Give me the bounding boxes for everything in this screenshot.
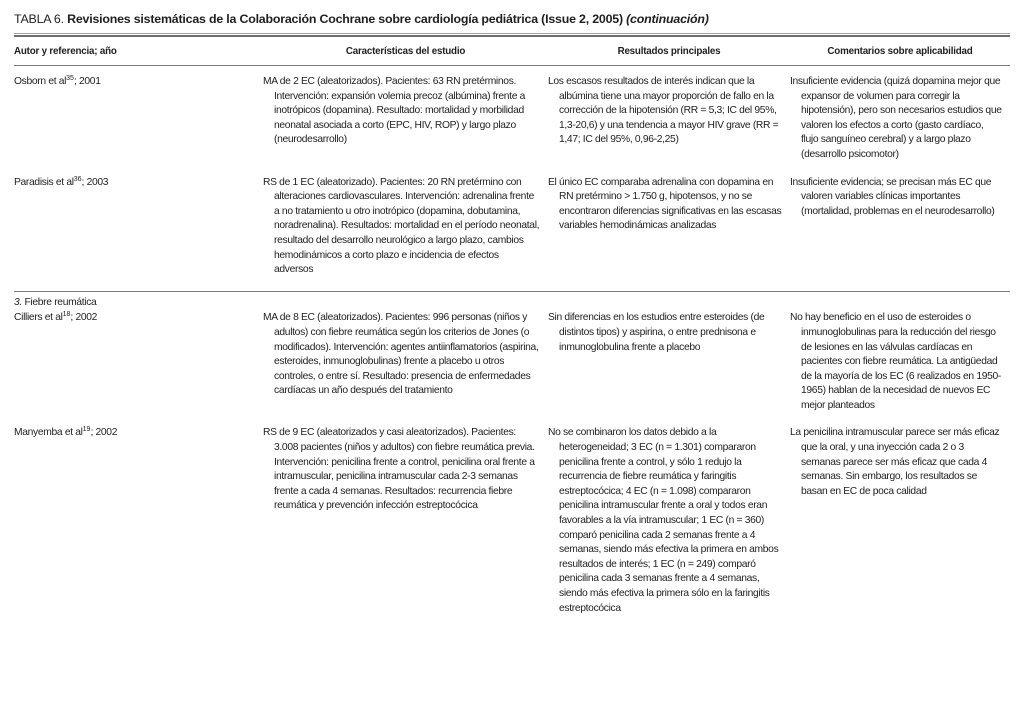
author-name: Cilliers et al (14, 312, 63, 324)
comments-cell (790, 75, 1010, 163)
results-text: No se combinaron los datos debido a la heterogeneidad; 3 EC (n = 1.301) compararon penicilina frente a control, y sólo 1 redujo la recurrencia de fiebre reumática y faringitis estreptocócica; 4 EC (n = 1.098) compararon penicilina intramuscular frente a oral y todos eran favorables a la vía intramuscular; 1 EC (n = 360) comparó penicilina cada 2 semanas frente a 4 semanas, siendo más efectiva la primera en ambos resultados de interés; 1 EC (n = 249) comparó penicilina cada 3 semanas frente a 4 semanas, siendo más efectiva la primera sólo en la faringitis estreptocócica (548, 427, 779, 614)
table-header-row (14, 37, 1010, 65)
table-title (14, 12, 1010, 26)
column-header-comments: Comentarios sobre aplicabilidad (827, 46, 973, 57)
comments-text: Insuficiente evidencia; se precisan más EC que valoren variables clínicas importantes (mortalidad, problemas en el neurodesarrollo) (790, 176, 995, 217)
row-spacer (14, 413, 1010, 426)
table-continuation-note: (continuación) (626, 12, 709, 26)
column-header-characteristics: Características del estudio (345, 46, 466, 57)
characteristics-cell (263, 176, 548, 278)
author-cell (14, 75, 263, 163)
author-year: ; 2003 (81, 176, 109, 188)
section-number: 3. (14, 296, 22, 308)
characteristics-text: MA de 8 EC (aleatorizados). Pacientes: 996 personas (niños y adultos) con fiebre reumática según los criterios de Jones (o modificados). Intervención: agentes antiinflamatorios (aspirina, esteroides, inmunoglobulinas) frente a placebo u otros controles, o entre sí. Resultado: presencia de enfermedades cardíacas un año después del tratamiento (263, 312, 539, 397)
column-header-author: Autor y referencia; año (14, 46, 117, 57)
comments-text: La penicilina intramuscular parece ser más eficaz que la oral, y una inyección cada 2 o 3 semanas parece ser más eficaz que cada 4 semanas. Sin embargo, los resultados se basan en EC de poca calidad (790, 427, 1000, 497)
comments-text: Insuficiente evidencia (quizá dopamina mejor que expansor de volumen para corregir la hipotensión), pero son necesarios estudios que valoren los efectos a corto (gasto cardíaco, flujo sanguíneo cerebral) y a largo plazo (desarrollo psicomotor) (790, 76, 1002, 160)
table-number: TABLA 6. (14, 12, 64, 26)
reference-number: 19 (82, 426, 91, 434)
author-cell (14, 426, 263, 616)
reference-number: 35 (66, 75, 74, 82)
author-name: Manyemba et al (14, 427, 83, 439)
comments-cell (790, 176, 1010, 278)
author-year: ; 2002 (90, 427, 118, 439)
author-year: ; 2001 (73, 76, 101, 87)
section-header (14, 292, 1010, 311)
reference-number: 18 (62, 311, 71, 319)
results-cell (548, 75, 790, 163)
characteristics-cell (263, 426, 548, 616)
column-header-results: Resultados principales (617, 46, 721, 57)
reference-number: 36 (73, 175, 82, 183)
characteristics-cell (263, 75, 548, 163)
results-text: El único EC comparaba adrenalina con dopamina en RN pretérmino > 1.750 g, hipotensos, y no se encontraron diferencias significativas en las escasas variables hemodinámicas analizadas (548, 176, 782, 232)
table-row (14, 66, 1010, 163)
characteristics-text: MA de 2 EC (aleatorizados). Pacientes: 63 RN pretérminos. Intervención: expansión volemia precoz (albúmina) frente a inotrópicos (dopamina). Resultado: mortalidad y morbilidad neonatal asociada a corto (EPC, HIV, ROP) y largo plazo (neurodesarrollo) (263, 76, 526, 146)
results-text: Los escasos resultados de interés indican que la albúmina tiene una mayor proporción de fallo en la corrección de la hipotensión (RR = 5,3; IC del 95%, 1,3-20,6) y una tendencia a mayor HIV grave (RR = 1,47; IC del 95%, 0,96-2,25) (548, 76, 779, 146)
table-title-text: Revisiones sistemáticas de la Colaboración Cochrane sobre cardiología pediátrica (Issue 2, 2005) (63, 12, 627, 26)
row-spacer (14, 163, 1010, 176)
results-text: Sin diferencias en los estudios entre esteroides (de distintos tipos) y aspirina, o entre prednisona e inmunoglobulina frente a placebo (548, 312, 765, 353)
table-row (14, 426, 1010, 616)
comments-cell (790, 311, 1010, 413)
characteristics-cell (263, 311, 548, 413)
results-cell (548, 176, 790, 278)
author-year: ; 2002 (70, 312, 98, 324)
characteristics-text: RS de 9 EC (aleatorizados y casi aleatorizados). Pacientes: 3.008 pacientes (niños y adultos) con fiebre reumática previa. Intervención: penicilina frente a control, penicilina oral frente a intramuscular, penicilina intramuscular cada 2-3 semanas frente a cada 4 semanas. Resultados: recurrencia fiebre reumática y prevención infección estreptocócica (263, 427, 535, 512)
author-name: Paradisis et al (14, 176, 74, 188)
comments-cell (790, 426, 1010, 616)
comments-text: No hay beneficio en el uso de esteroides o inmunoglobulinas para la reducción del riesgo de lesiones en las válvulas cardíacas en pacientes con fiebre reumática. La antigüedad de la mayoría de los EC (6 realizados en 1950-1965) hablan de la necesidad de nuevos EC mejor planteados (790, 312, 1002, 411)
author-name: Osborn et al (14, 76, 67, 87)
results-cell (548, 311, 790, 413)
row-spacer (14, 278, 1010, 291)
author-cell (14, 311, 263, 413)
section-title: Fiebre reumática (21, 296, 97, 308)
author-cell (14, 176, 263, 278)
table-row (14, 176, 1010, 278)
table-row (14, 310, 1010, 413)
characteristics-text: RS de 1 EC (aleatorizado). Pacientes: 20 RN pretérmino con alteraciones cardiovasculares. Intervención: adrenalina frente a no tratamiento u otro inotrópico (dopamina, dobutamina, noradrenalina). Resultados: mortalidad en el período neonatal, resultado del desarrollo neurológico a largo plazo, cambios hemodinámicos a corto plazo e incidencia de efectos adversos (263, 176, 540, 276)
results-cell (548, 426, 790, 616)
